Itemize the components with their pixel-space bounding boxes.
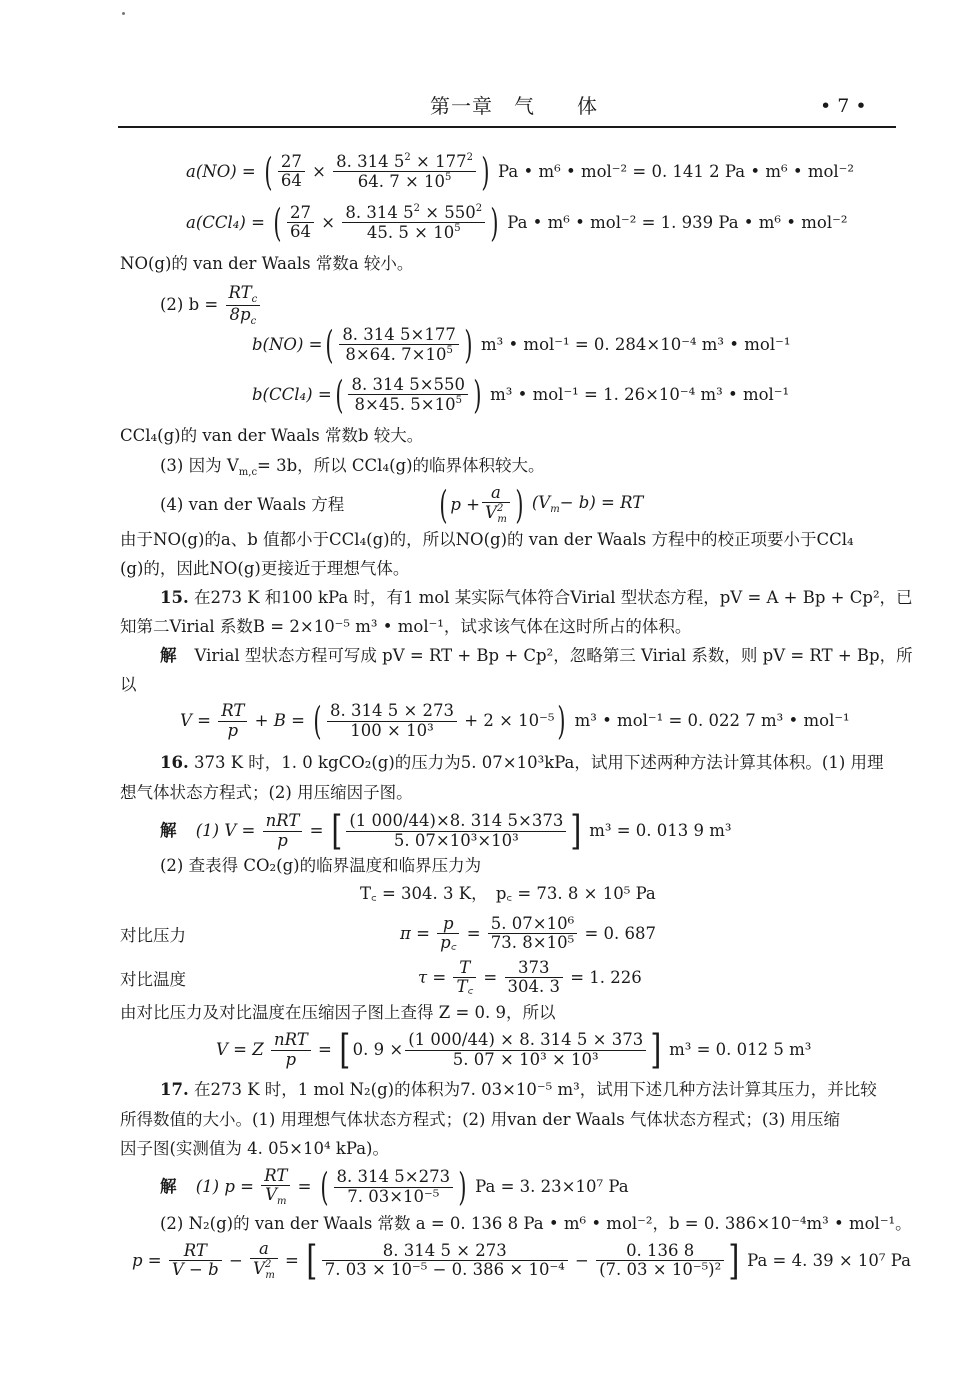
times-sign: × (312, 161, 326, 181)
fraction (505, 959, 563, 997)
question-number: 15. (160, 588, 189, 607)
equals-sign: = (466, 923, 481, 943)
eq-label: V = Z (216, 1039, 264, 1059)
eq-result: = 1. 226 (570, 967, 642, 987)
solution-text: Virial 型状态方程可写成 pV = RT + Bp + Cp²，忽略第三 Virial 系数，则 pV = RT + Bp，所 (194, 646, 913, 665)
equals-sign: = (317, 1039, 332, 1059)
fraction (348, 376, 468, 415)
term-text-2: − b) = RT (559, 492, 644, 512)
denominator: 304. 3 (507, 977, 560, 997)
eq-result: m³ = 0. 012 5 m³ (669, 1039, 812, 1059)
den-text: V (485, 503, 497, 523)
den-text: 45. 5 × 10 (366, 223, 455, 243)
q15-line-1 (160, 590, 913, 607)
question-number: 16. (160, 753, 189, 772)
fraction (333, 152, 476, 192)
eq-q17-ideal (160, 1167, 629, 1208)
fraction (488, 915, 577, 953)
a-conclusion: NO(g)的 van der Waals 常数a 较小。 (120, 254, 414, 273)
eq-result: Pa = 4. 39 × 10⁷ Pa (747, 1250, 911, 1270)
num-text: 8. 314 5 (345, 203, 414, 222)
solution-label: 解 (160, 1177, 177, 1197)
num-text: 8. 314 5 (336, 152, 405, 171)
denominator: T꜀ (456, 977, 474, 997)
denominator (261, 1186, 290, 1207)
subscript: m (497, 514, 507, 526)
eq-label: (2) b = (160, 295, 219, 315)
eq-b-no (252, 323, 791, 368)
right-paren: ) (490, 200, 499, 245)
eq-result: Pa = 3. 23×10⁷ Pa (475, 1177, 629, 1197)
q15-solution-line-2: 以 (120, 675, 137, 694)
eq-result: Pa • m⁶ • mol⁻² = 1. 939 Pa • m⁶ • mol⁻² (507, 212, 848, 232)
eq-b-formula (160, 284, 262, 327)
left-paren: ( (320, 1165, 329, 1210)
scan-speck (122, 12, 125, 15)
fraction (322, 1242, 568, 1280)
q17-part-2: (2) N₂(g)的 van der Waals 常数 a = 0. 136 8 Pa • m⁶ • mol⁻²，b = 0. 386×10⁻⁴m³ • mol⁻¹。 (160, 1214, 912, 1233)
den-text: 8×64. 7×10 (345, 345, 447, 365)
numerator: RT (169, 1242, 222, 1261)
denominator: p (227, 720, 239, 740)
left-bracket: [ (331, 808, 342, 854)
fraction (482, 484, 510, 526)
eq-b-ccl4 (252, 373, 790, 418)
term-text: (V (531, 492, 551, 512)
denominator (482, 503, 510, 525)
numerator: 8. 314 5×273 (334, 1168, 454, 1187)
q16-line-2: 想气体状态方程式；(2) 用压缩因子图。 (120, 783, 413, 802)
eq-label: (1) V = (195, 820, 256, 840)
minus-sign: − (575, 1250, 589, 1270)
fraction (342, 203, 485, 243)
denominator: 7. 03×10⁻⁵ (347, 1186, 440, 1206)
left-bracket: [ (306, 1237, 318, 1284)
den-text: 8×45. 5×10 (354, 395, 456, 415)
left-paren: ( (273, 200, 282, 245)
eq-label: b(CCl₄) = (252, 385, 332, 405)
q17-line-1 (160, 1082, 877, 1099)
num-text-2: × 550 (425, 203, 476, 222)
left-paren: ( (264, 149, 273, 194)
right-bracket: ] (728, 1237, 740, 1284)
denominator: 5. 07×10³×10³ (393, 830, 519, 850)
right-bracket: ] (650, 1027, 662, 1073)
solution-label: 解 (160, 820, 177, 840)
eq-result: Pa • m⁶ • mol⁻² = 0. 141 2 Pa • m⁶ • mol⁻² (498, 161, 854, 181)
subscript: m (277, 1196, 287, 1208)
subscript: c (251, 294, 258, 305)
part3-rest: = 3b，所以 CCl₄(g)的临界体积较大。 (257, 456, 545, 475)
exponent: 2 (404, 152, 411, 163)
eq-term: 0. 9 × (352, 1039, 404, 1059)
equals-sign: = (297, 1177, 312, 1197)
left-bracket: [ (339, 1027, 351, 1073)
numerator: (1 000/44)×8. 314 5×373 (346, 812, 566, 831)
numerator: T (453, 959, 476, 978)
question-text: 在273 K 和100 kPa 时，有1 mol 某实际气体符合Virial 型状态方程，pV = A + Bp + Cp²，已 (193, 588, 913, 607)
left-paren: ( (325, 323, 334, 368)
eq-q16-ideal (160, 808, 732, 854)
denominator: (7. 03 × 10⁻⁵)² (599, 1260, 722, 1280)
denominator: p (277, 830, 288, 850)
equals-sign: = (285, 1250, 299, 1270)
b-conclusion: CCl₄(g)的 van der Waals 常数b 较大。 (120, 426, 424, 445)
numerator: 373 (505, 959, 563, 978)
q17-line-3: 因子图(实测值为 4. 05×10⁴ kPa)。 (120, 1139, 389, 1158)
eq-label: (1) p = (195, 1177, 254, 1197)
den-text: V (265, 1185, 278, 1205)
fraction (334, 1168, 454, 1206)
right-paren: ) (458, 1165, 467, 1210)
fraction (278, 153, 305, 191)
denominator (226, 306, 261, 327)
eq-label: a(NO) = (186, 161, 256, 181)
subscript: m,c (238, 467, 258, 478)
denominator: 7. 03 × 10⁻⁵ − 0. 386 × 10⁻⁴ (324, 1260, 565, 1280)
fraction (271, 1031, 311, 1069)
numerator: 0. 136 8 (596, 1242, 724, 1261)
q16-part-2: (2) 查表得 CO₂(g)的临界温度和临界压力为 (160, 856, 482, 875)
fraction (339, 326, 459, 365)
denominator (348, 395, 468, 414)
q16-reduced-temperature-label: 对比温度 (120, 970, 186, 989)
q16-reduced-pressure-label: 对比压力 (120, 926, 186, 945)
denominator: p (285, 1049, 297, 1069)
numerator: 8. 314 5 × 273 (327, 702, 457, 721)
eq-result: m³ • mol⁻¹ = 1. 26×10⁻⁴ m³ • mol⁻¹ (490, 385, 790, 405)
solution-label: 解 (160, 646, 177, 665)
header-rule (118, 126, 896, 128)
right-bracket: ] (570, 808, 582, 854)
left-paren: ( (313, 699, 322, 743)
exponent: 2 (475, 203, 483, 214)
question-text: 在273 K 时，1 mol N₂(g)的体积为7. 03×10⁻⁵ m³，试用下述几种方法计算其压力，并比较 (193, 1080, 877, 1099)
denominator (250, 1259, 278, 1281)
since-line-1: 由于NO(g)的a、b 值都小于CCl₄(g)的，所以NO(g)的 van der Waals 方程中的校正项要小于CCl₄ (120, 530, 854, 549)
q16-critical-values: T꜀ = 304. 3 K， p꜀ = 73. 8 × 10⁵ Pa (360, 884, 656, 903)
numerator: a (482, 484, 510, 503)
fraction (287, 204, 314, 242)
fraction (405, 1031, 646, 1069)
minus-sign: − (228, 1250, 243, 1270)
equals-sign: = (483, 967, 498, 987)
denominator: 64 (280, 171, 302, 191)
numerator: 8. 314 5 × 273 (322, 1242, 568, 1261)
chapter-title: 第一章 气 体 (430, 94, 598, 118)
numerator: 27 (278, 153, 305, 172)
q15-line-2: 知第二Virial 系数B = 2×10⁻⁵ m³ • mol⁻¹，试求该气体在这时所占的体积。 (120, 617, 692, 636)
eq-term: + 2 × 10⁻⁵ (464, 710, 555, 730)
eq-term: p + (450, 494, 481, 514)
exponent: 2 (413, 203, 420, 214)
eq-term: + B = (254, 710, 305, 730)
fraction (263, 812, 303, 850)
numerator (333, 152, 476, 172)
part-4 (160, 484, 643, 526)
denominator (333, 172, 476, 191)
num-text: RT (228, 283, 252, 302)
numerator: RT (218, 702, 247, 721)
q16-z-line: 由对比压力及对比温度在压缩因子图上查得 Z = 0. 9，所以 (120, 1003, 556, 1022)
subscript: m (265, 1270, 275, 1282)
eq-result: = 0. 687 (584, 923, 657, 943)
exponent: 2 (466, 152, 473, 163)
numerator: a (250, 1240, 278, 1259)
fraction (346, 812, 566, 850)
right-paren: ) (515, 482, 524, 527)
right-paren: ) (481, 149, 490, 194)
exponent: 5 (454, 223, 461, 235)
eq-label: (4) van der Waals 方程 (160, 494, 345, 514)
subscript: m (550, 503, 560, 515)
numerator: 8. 314 5×550 (348, 376, 468, 395)
numerator: 5. 07×10⁶ (488, 915, 577, 934)
left-paren: ( (334, 373, 344, 418)
den-text: V (253, 1259, 265, 1279)
den-text: 8p (229, 305, 251, 325)
numerator: p (437, 915, 459, 934)
exponent: 2 (264, 1259, 272, 1271)
eq-label: τ = (418, 967, 447, 987)
eq-result: m³ = 0. 013 9 m³ (589, 820, 732, 840)
subscript: c (250, 316, 257, 328)
right-paren: ) (557, 699, 566, 743)
eq-a-no (186, 149, 854, 194)
eq-q16-reduced-temperature (418, 959, 642, 997)
exponent: 5 (445, 172, 452, 184)
numerator (342, 203, 485, 223)
eq-q17-vdw (132, 1237, 911, 1284)
den-text: 64. 7 × 10 (357, 172, 446, 192)
q17-line-2: 所得数值的大小。(1) 用理想气体状态方程式；(2) 用van der Waals 气体状态方程式；(3) 用压缩 (120, 1110, 841, 1129)
eq-result: m³ • mol⁻¹ = 0. 284×10⁻⁴ m³ • mol⁻¹ (480, 335, 791, 355)
denominator: p꜀ (440, 933, 457, 953)
denominator: 100 × 10³ (350, 720, 434, 740)
fraction (226, 284, 261, 327)
numerator: nRT (271, 1031, 311, 1050)
denominator: 73. 8×10⁵ (490, 933, 575, 953)
eq-q15-volume (180, 699, 850, 743)
eq-label: b(NO) = (252, 335, 323, 355)
fraction (250, 1240, 278, 1282)
numerator: RT (261, 1167, 290, 1186)
numerator: 27 (287, 204, 314, 223)
question-number: 17. (160, 1080, 189, 1099)
numerator: 8. 314 5×177 (339, 326, 459, 345)
eq-result: m³ • mol⁻¹ = 0. 022 7 m³ • mol⁻¹ (574, 710, 850, 730)
exponent: 2 (496, 503, 504, 515)
fraction (169, 1242, 222, 1280)
q15-solution-line-1 (160, 648, 913, 665)
equals-sign: = (309, 820, 324, 840)
question-text: 373 K 时，1. 0 kgCO₂(g)的压力为5. 07×10³kPa，试用下述两种方法计算其体积。(1) 用理 (193, 753, 884, 772)
denominator (339, 345, 459, 364)
part3-text: (3) 因为 V (160, 456, 239, 475)
numerator: (1 000/44) × 8. 314 5 × 373 (405, 1031, 646, 1050)
fraction (596, 1242, 724, 1280)
denominator (342, 223, 485, 242)
part-3 (160, 458, 545, 478)
denominator: 5. 07 × 10³ × 10³ (452, 1049, 599, 1069)
eq-term (531, 492, 644, 515)
eq-label: a(CCl₄) = (186, 212, 265, 232)
num-text-2: × 177 (416, 152, 467, 171)
numerator (226, 284, 261, 306)
denominator: 64 (290, 222, 312, 242)
page-number: • 7 • (820, 95, 867, 117)
numerator: nRT (263, 812, 303, 831)
denominator: V − b (171, 1260, 219, 1280)
eq-label: p = (132, 1250, 162, 1270)
eq-a-ccl4 (186, 200, 848, 245)
left-paren: ( (438, 482, 448, 527)
exponent: 5 (446, 345, 453, 357)
eq-label: V = (180, 710, 211, 730)
times-sign: × (321, 212, 336, 232)
exponent: 5 (455, 395, 463, 407)
q16-line-1 (160, 755, 884, 772)
fraction (453, 959, 476, 997)
fraction (437, 915, 459, 953)
eq-q16-compressibility (216, 1027, 812, 1073)
since-line-2: (g)的，因此NO(g)更接近于理想气体。 (120, 559, 410, 578)
right-paren: ) (473, 373, 482, 418)
fraction (327, 702, 457, 740)
eq-q16-reduced-pressure (400, 915, 656, 953)
right-paren: ) (464, 323, 473, 368)
fraction (218, 702, 247, 740)
fraction (261, 1167, 290, 1208)
eq-label: π = (400, 923, 430, 943)
